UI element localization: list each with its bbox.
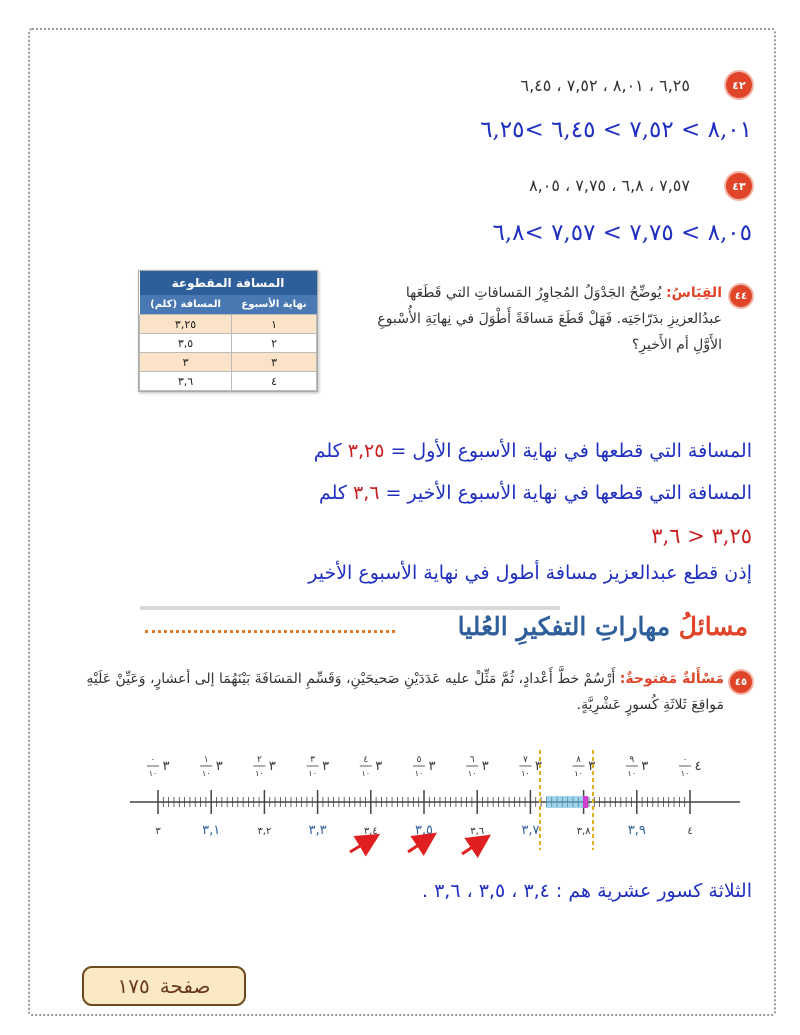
page-label: صفحة xyxy=(159,974,211,998)
answer-unit: كلم xyxy=(313,440,348,462)
table-cell-distance: ٣,٦ xyxy=(140,372,232,391)
fraction-label xyxy=(253,755,276,778)
problem-45-answer: الثلاثة كسور عشرية هم : ٣,٤ ، ٣,٥ ، ٣,٦ . xyxy=(422,880,752,902)
fraction-denominator: ١٠ xyxy=(255,769,264,778)
answer-label: المسافة التي قطعها في نهاية الأسبوع الأخير = xyxy=(379,482,752,504)
fraction-denominator: ١٠ xyxy=(680,769,690,778)
fraction-whole: ٣ xyxy=(588,759,596,774)
arrow-3-5 xyxy=(408,836,432,852)
fraction-whole: ٣ xyxy=(322,759,330,774)
table-row xyxy=(140,372,317,391)
table-cell-distance: ٣,٥ xyxy=(140,334,232,353)
section-title-rest: مهاراتِ التفكيرِ العُليا xyxy=(457,612,679,641)
fraction-numerator: ٣ xyxy=(310,755,316,765)
answer-label: المسافة التي قطعها في نهاية الأسبوع الأول = xyxy=(384,440,752,462)
fraction-numerator: ٧ xyxy=(522,755,528,765)
table-cell-week: ٣ xyxy=(232,353,317,372)
problem-44-number: ٤٤ xyxy=(730,285,752,307)
fraction-numerator: ٩ xyxy=(629,755,635,765)
fraction-whole: ٣ xyxy=(428,759,436,774)
arrow-3-6 xyxy=(462,838,486,854)
section-divider xyxy=(140,606,560,610)
page-number: ١٧٥ xyxy=(117,974,150,998)
fraction-numerator: ٠ xyxy=(682,755,688,765)
table-row xyxy=(140,334,317,353)
fraction-denominator: ١٠ xyxy=(467,769,477,778)
problem-44-compare: ٣,٢٥ < ٣,٦ xyxy=(651,524,752,548)
decimal-label: ٣,٨ xyxy=(576,826,591,837)
fraction-denominator: ١٠ xyxy=(521,769,530,778)
problem-44-answer-line1 xyxy=(314,440,752,462)
table-title: المسافة المقطوعة xyxy=(140,271,317,295)
decimal-label: ٣,٦ xyxy=(470,826,485,837)
fraction-denominator: ١٠ xyxy=(414,769,424,778)
fraction-whole: ٣ xyxy=(375,759,383,774)
decimal-label: ٣ xyxy=(155,826,161,837)
table-cell-week: ٢ xyxy=(232,334,317,353)
fraction-label xyxy=(307,755,330,778)
table-row xyxy=(140,353,317,372)
fraction-labels xyxy=(147,755,701,778)
fraction-label xyxy=(200,755,223,778)
problem-44-keyword: القِيَاسُ: xyxy=(665,285,722,301)
decimal-label: ٣,١ xyxy=(202,823,221,838)
fraction-numerator: ١ xyxy=(203,755,209,765)
decimal-label: ٣,٩ xyxy=(627,823,646,838)
problem-43-list: ٧,٥٧ ، ٦,٨ ، ٧,٧٥ ، ٨,٠٥ xyxy=(529,176,690,195)
fraction-denominator: ١٠ xyxy=(308,769,317,778)
decimal-labels xyxy=(155,823,692,838)
decimal-label: ٣,٣ xyxy=(308,823,327,838)
fraction-whole: ٣ xyxy=(215,759,223,774)
fraction-label xyxy=(413,755,436,778)
problem-43-answer: ٨,٠٥ > ٧,٧٥ > ٧,٥٧ >٦,٨ xyxy=(492,220,752,246)
decimal-label: ٤ xyxy=(687,826,693,837)
answer-unit: كلم xyxy=(318,482,353,504)
decimal-label: ٣,٧ xyxy=(521,823,540,838)
highlight-segment xyxy=(546,796,588,808)
problem-42-number: ٤٢ xyxy=(726,72,752,98)
problem-44-conclusion: إذن قطع عبدالعزيز مسافة أطول في نهاية الأسبوع الأخير xyxy=(308,562,752,584)
table-row xyxy=(140,315,317,334)
distance-table xyxy=(138,270,318,392)
highlight-mark xyxy=(583,796,588,808)
answer-value: ٣,٦ xyxy=(353,482,380,504)
fraction-label xyxy=(573,755,596,778)
problem-45-keyword: مَسْأَلةٌ مَفتوحةٌ: xyxy=(619,671,724,687)
fraction-numerator: ٨ xyxy=(576,755,582,765)
fraction-numerator: ٢ xyxy=(256,755,262,765)
fraction-label xyxy=(626,755,649,778)
problem-45-number: ٤٥ xyxy=(730,671,752,693)
table-cell-distance: ٣,٢٥ xyxy=(140,315,232,334)
fraction-whole: ٣ xyxy=(641,759,649,774)
fraction-whole: ٣ xyxy=(481,759,489,774)
table-cell-week: ١ xyxy=(232,315,317,334)
fraction-label xyxy=(147,755,170,778)
problem-42-list: ٦,٢٥ ، ٨,٠١ ، ٧,٥٢ ، ٦,٤٥ xyxy=(520,76,690,95)
fraction-denominator: ١٠ xyxy=(201,769,211,778)
table-cell-week: ٤ xyxy=(232,372,317,391)
fraction-whole: ٤ xyxy=(694,759,702,774)
decimal-label: ٣,٤ xyxy=(363,826,378,837)
problem-43-number: ٤٣ xyxy=(726,173,752,199)
page-number-box xyxy=(82,966,246,1006)
fraction-label xyxy=(679,755,701,778)
table-header-week: نهاية الأسبوع xyxy=(232,295,317,315)
fraction-label xyxy=(519,755,542,778)
table-cell-distance: ٣ xyxy=(140,353,232,372)
fraction-denominator: ١٠ xyxy=(574,769,583,778)
section-title xyxy=(458,612,748,641)
fraction-label xyxy=(466,755,489,778)
problem-42-answer: ٨,٠١ > ٧,٥٢ > ٦,٤٥ >٦,٢٥ xyxy=(480,117,752,143)
problem-45-text xyxy=(84,666,724,718)
fraction-numerator: ٥ xyxy=(416,755,422,765)
fraction-numerator: ٦ xyxy=(469,755,475,765)
fraction-numerator: ٠ xyxy=(150,755,156,765)
fraction-whole: ٣ xyxy=(162,759,170,774)
fraction-label xyxy=(360,755,383,778)
fraction-denominator: ١٠ xyxy=(148,769,158,778)
problem-44-answer-line2 xyxy=(319,482,752,504)
fraction-numerator: ٤ xyxy=(363,755,369,765)
number-line xyxy=(100,740,760,880)
fraction-whole: ٣ xyxy=(268,759,276,774)
answer-value: ٣,٢٥ xyxy=(347,440,385,462)
problem-44-text xyxy=(352,280,722,358)
fraction-denominator: ١٠ xyxy=(627,769,637,778)
arrow-3-4 xyxy=(350,837,375,852)
section-dots xyxy=(145,630,395,633)
fraction-whole: ٣ xyxy=(534,759,542,774)
decimal-label: ٣,٢ xyxy=(257,826,272,837)
decimal-label: ٣,٥ xyxy=(414,823,434,838)
problem-44-body: يُوضِّحُ الجَدْوَلُ المُجاوِرُ المَسافاتِ التي قَطَعَها عبدُالعزيزِ بدَرّاجَتِه. فَهَلْ قَطَعَ مَسافَةً أَطْوَلَ في نِهايَةِ الأُسْبوعِ الأَوَّلِ أم الأَخيرِ؟ xyxy=(377,285,722,353)
fraction-denominator: ١٠ xyxy=(361,769,371,778)
table-header-distance: المسافة (كلم) xyxy=(140,295,232,315)
section-title-accent: مسائلُ xyxy=(678,612,748,641)
problem-45-body: أَرْسُمْ خطَّ أَعْدادٍ، ثُمَّ مَثِّلْ عليه عَدَدَيْنِ صَحيحَيْنِ، وَقَسِّمِ المَسَافَةَ بَيْنَهُمَا إلى أعشارٍ، وَعَيِّنْ عَلَيْهِ مَواقِعَ ثَلاثَةِ كُسورٍ عَشْرِيَّةٍ. xyxy=(86,671,724,713)
